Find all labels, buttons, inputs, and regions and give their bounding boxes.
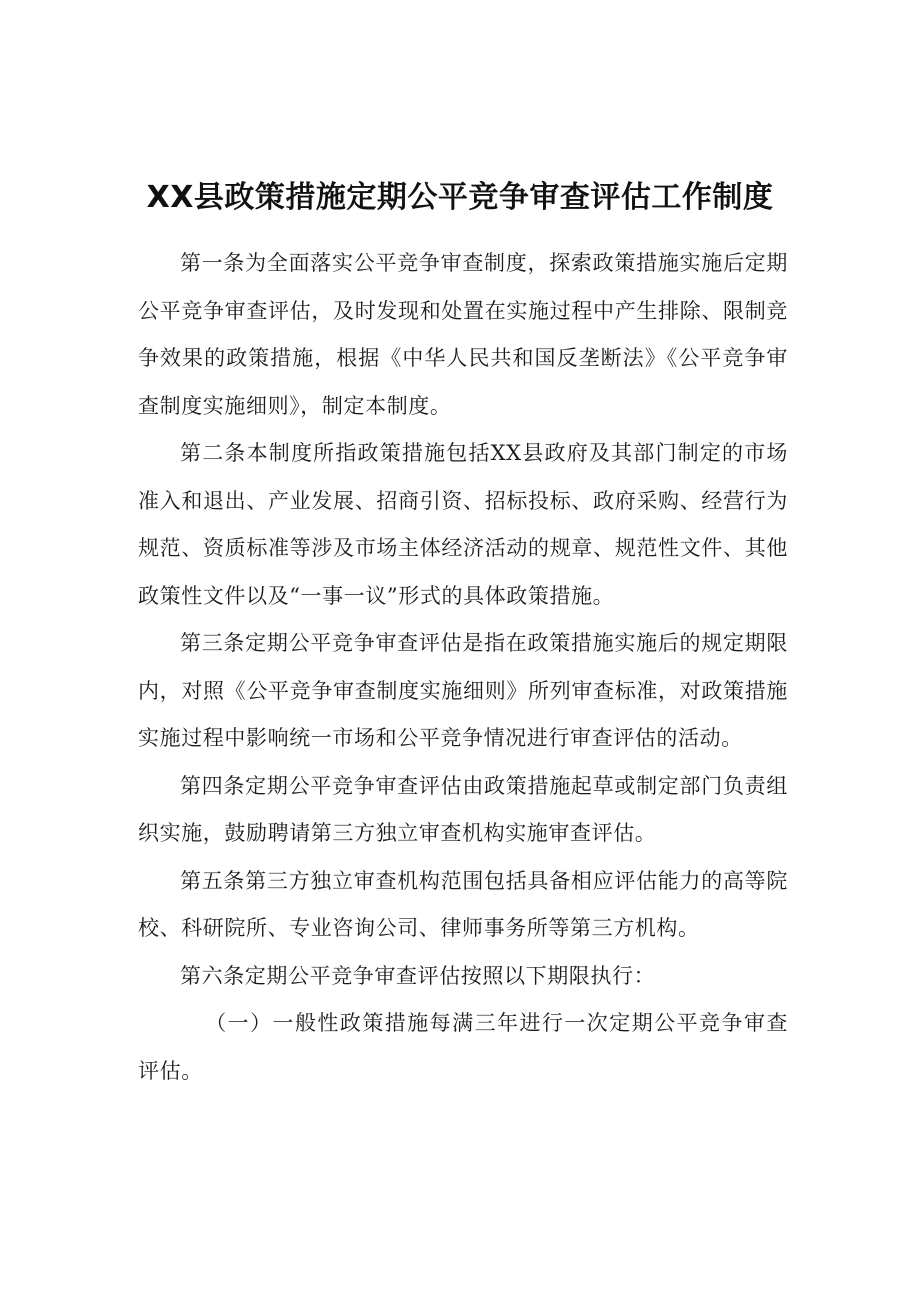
article-6-item-1-paragraph: （一）一般性政策措施每满三年进行一次定期公平竞争审查评估。	[138, 1011, 788, 1083]
article-6-paragraph: 第六条定期公平竞争审查评估按照以下期限执行：	[180, 963, 656, 988]
article-5-paragraph: 第五条第三方独立审查机构范围包括具备相应评估能力的高等院校、科研院所、专业咨询公司、律师事务所等第三方机构。	[138, 868, 788, 940]
article-1-paragraph: 第一条为全面落实公平竞争审查制度，探索政策措施实施后定期公平竞争审查评估，及时发现和处置在实施过程中产生排除、限制竞争效果的政策措施，根据《中华人民共和国反垄断法》《公平竞争审查制度实施细则》，制定本制度。	[138, 251, 788, 418]
document-title: XX县政策措施定期公平竞争审查评估工作制度	[146, 180, 774, 215]
document-body	[138, 240, 788, 1095]
article-2-paragraph: 第二条本制度所指政策措施包括XX县政府及其部门制定的市场准入和退出、产业发展、招商引资、招标投标、政府采购、经营行为规范、资质标准等涉及市场主体经济活动的规章、规范性文件、其他政策性文件以及“一事一议”形式的具体政策措施。	[138, 441, 788, 608]
article-4-paragraph: 第四条定期公平竞争审查评估由政策措施起草或制定部门负责组织实施，鼓励聘请第三方独立审查机构实施审查评估。	[138, 773, 788, 845]
article-3-paragraph: 第三条定期公平竞争审查评估是指在政策措施实施后的规定期限内，对照《公平竞争审查制度实施细则》所列审查标准，对政策措施实施过程中影响统一市场和公平竞争情况进行审查评估的活动。	[138, 631, 788, 750]
